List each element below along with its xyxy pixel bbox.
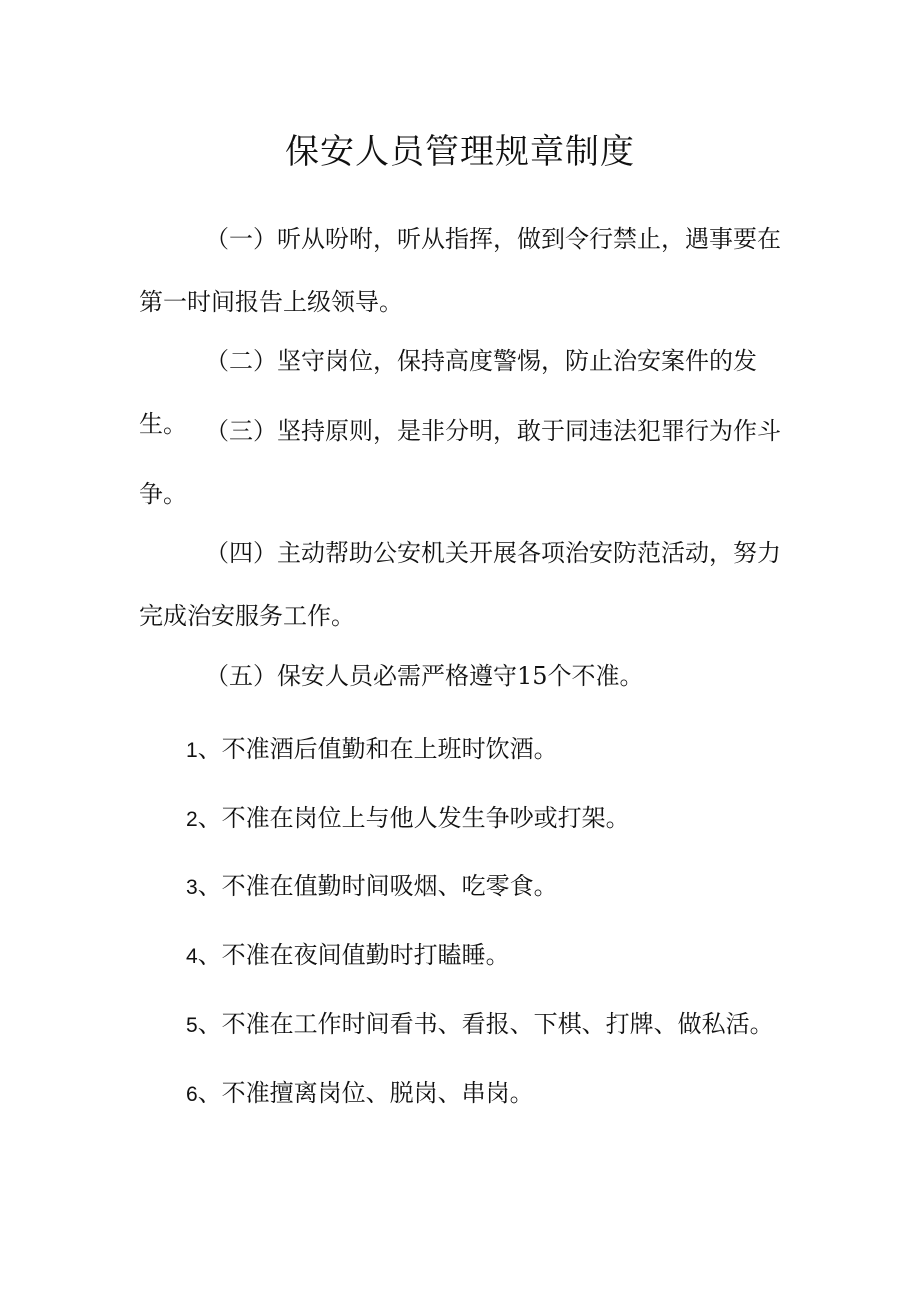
paragraph-5-text: （五）保安人员必需严格遵守15个不准。 [205,662,644,690]
paragraph-2-text: （二）坚守岗位，保持高度警惕，防止治安案件的发生。 [139,347,757,438]
rule-item-4 [186,938,806,974]
rule-number: 3 [186,876,198,899]
rule-number: 5 [186,1014,198,1037]
rule-item-3 [186,869,806,905]
rule-number: 2 [186,808,198,831]
rule-text: 、不准在工作时间看书、看报、下棋、打牌、做私活。 [197,1010,774,1038]
rule-number: 4 [186,945,198,968]
paragraph-5 [139,645,789,708]
rule-item-2 [186,801,806,837]
rule-text: 、不准在夜间值勤时打瞌睡。 [197,941,510,969]
rule-item-5 [186,1007,806,1043]
rule-item-1 [186,732,806,768]
rule-number: 6 [186,1083,198,1106]
rule-text: 、不准擅离岗位、脱岗、串岗。 [197,1079,534,1107]
paragraph-1-text: （一）听从吩咐，听从指挥，做到令行禁止，遇事要在第一时间报告上级领导。 [139,225,781,316]
paragraph-3 [139,400,789,526]
rule-text: 、不准在值勤时间吸烟、吃零食。 [197,872,558,900]
rule-number: 1 [186,739,198,762]
rule-item-6 [186,1076,806,1112]
paragraph-4 [139,522,789,648]
rule-text: 、不准酒后值勤和在上班时饮酒。 [197,735,558,763]
document-title: 保安人员管理规章制度 [285,132,635,172]
paragraph-3-text: （三）坚持原则，是非分明，敢于同违法犯罪行为作斗争。 [139,417,781,508]
paragraph-4-text: （四）主动帮助公安机关开展各项治安防范活动，努力完成治安服务工作。 [139,539,781,630]
paragraph-1 [139,208,789,334]
rule-text: 、不准在岗位上与他人发生争吵或打架。 [197,804,630,832]
